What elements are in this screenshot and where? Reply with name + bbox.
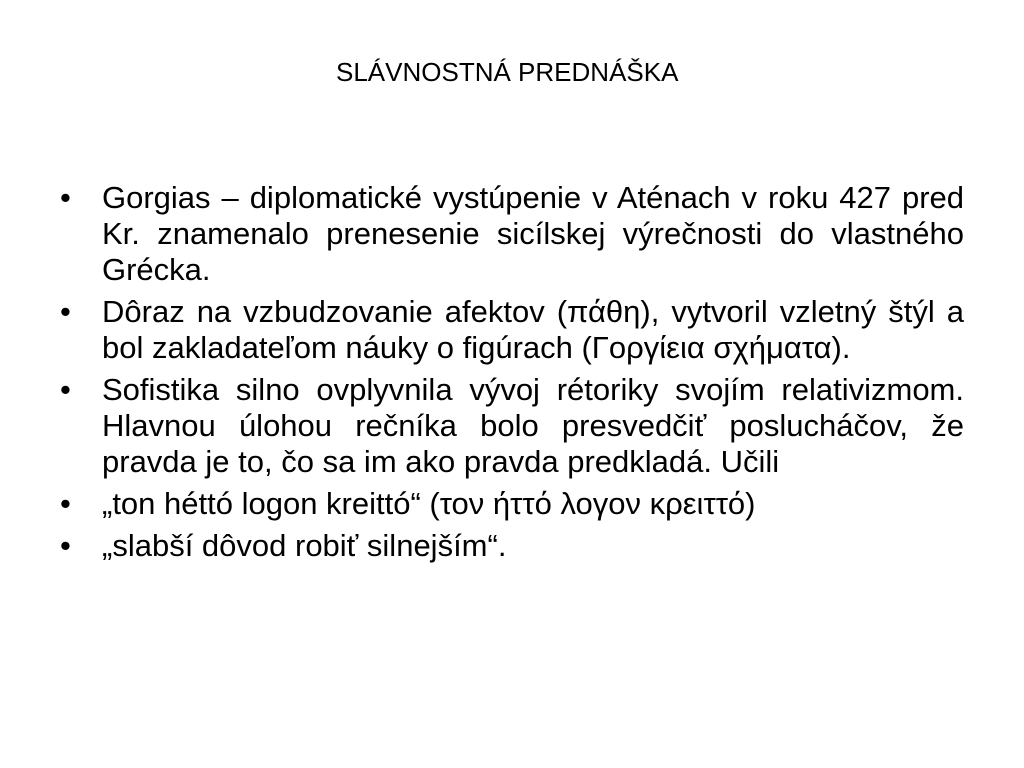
slide-title: SLÁVNOSTNÁ PREDNÁŠKA [336, 57, 679, 87]
bullet-text: „slabší dôvod robiť silnejším“. [102, 528, 507, 563]
bullet-item-ton-hetto [60, 486, 964, 522]
bullet-text: Dôraz na vzbudzovanie afektov (πάθη), vytvoril vzletný štýl a bol zakladateľom náuky o figúrach (Γοργίεια σχήματα). [102, 294, 964, 365]
bullet-text: „ton héttó logon kreittó“ (τον ήττό λογον κρειττό) [102, 486, 756, 521]
bullet-item-sofistika [60, 372, 964, 480]
bullet-item-slabsi [60, 528, 964, 564]
bullet-text: Sofistika silno ovplyvnila vývoj rétoriky svojím relativizmom. Hlavnou úlohou rečníka bolo presvedčiť poslucháčov, že pravda je to, čo sa im ako pravda predkladá. Učili [102, 372, 964, 479]
bullet-icon: • [60, 372, 71, 407]
bullet-text: Gorgias – diplomatické vystúpenie v Aténach v roku 427 pred Kr. znamenalo prenesenie sicílskej výrečnosti do vlastného Grécka. [102, 180, 964, 287]
bullet-item-gorgias [60, 180, 964, 288]
bullet-icon: • [60, 180, 71, 215]
bullet-list [60, 180, 964, 570]
bullet-icon: • [60, 294, 71, 329]
bullet-icon: • [60, 528, 71, 563]
bullet-item-doraz [60, 294, 964, 366]
bullet-icon: • [60, 486, 71, 521]
